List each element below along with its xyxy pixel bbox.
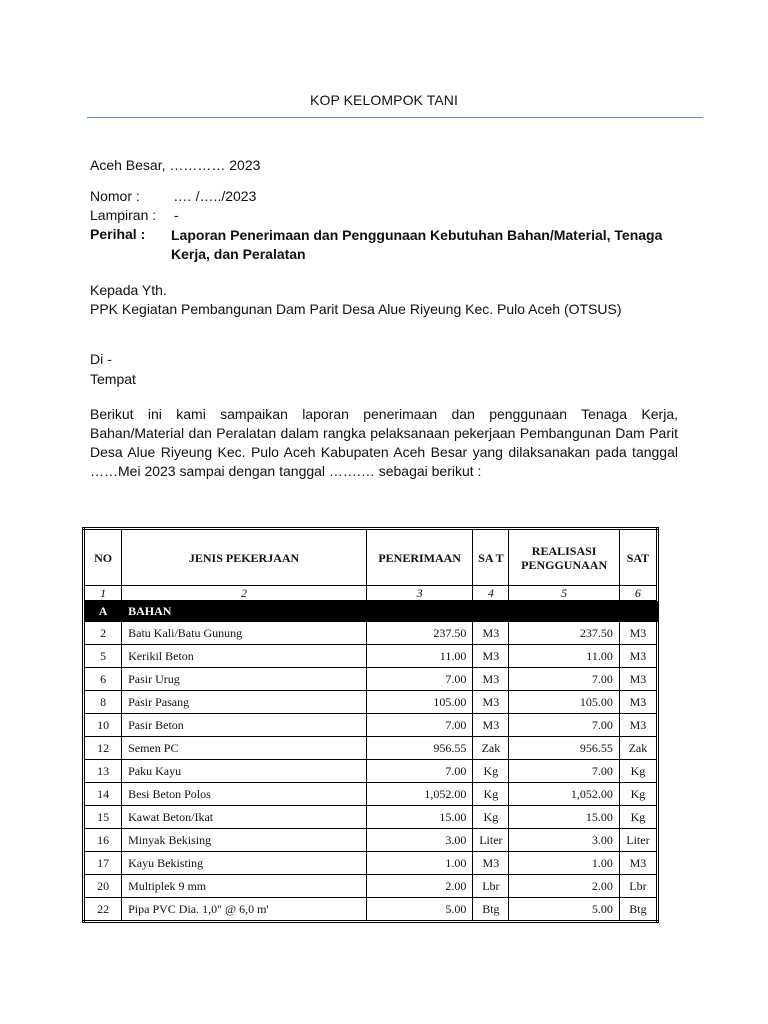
section-code: A [84,601,122,622]
row-realisasi: 1.00 [509,852,619,875]
nomor-value: .… /…../2023 [173,188,257,204]
table-row [84,783,658,806]
row-sat: Lbr [473,875,509,898]
header-sat-2: SAT [619,529,657,586]
row-realisasi: 7.00 [509,760,619,783]
row-sat-2: Btg [619,898,657,922]
row-jenis: Kayu Bekisting [122,852,367,875]
row-sat-2: M3 [619,668,657,691]
row-no: 22 [84,898,122,922]
row-realisasi: 15.00 [509,806,619,829]
tempat-label: Tempat [90,371,136,387]
row-sat-2: M3 [619,714,657,737]
lampiran-value: - [173,207,179,223]
letterhead-divider [87,117,703,118]
row-penerimaan: 956.55 [366,737,472,760]
di-label: Di - [90,351,112,367]
row-jenis: Paku Kayu [122,760,367,783]
row-sat-2: M3 [619,852,657,875]
row-realisasi: 3.00 [509,829,619,852]
row-realisasi: 7.00 [509,714,619,737]
row-realisasi: 5.00 [509,898,619,922]
header-jenis-pekerjaan: JENIS PEKERJAAN [122,529,367,586]
table-row [84,760,658,783]
row-sat-2: M3 [619,645,657,668]
row-sat: M3 [473,645,509,668]
index-cell: 1 [84,586,122,601]
row-penerimaan: 5.00 [366,898,472,922]
row-penerimaan: 3.00 [366,829,472,852]
row-no: 5 [84,645,122,668]
row-sat-2: Kg [619,760,657,783]
row-no: 8 [84,691,122,714]
table-row [84,898,658,922]
lampiran-label: Lampiran : [90,207,157,223]
row-no: 16 [84,829,122,852]
table-row [84,852,658,875]
index-cell: 3 [366,586,472,601]
row-sat-2: M3 [619,622,657,645]
row-sat-2: Liter [619,829,657,852]
table-row [84,645,658,668]
material-report-table [82,527,659,923]
row-no: 15 [84,806,122,829]
kepada-yth: Kepada Yth. [90,282,167,298]
body-paragraph: Berikut ini kami sampaikan laporan penerimaan dan penggunaan Tenaga Kerja, Bahan/Material dan Peralatan dalam rangka pelaksanaan pekerjaan Pembangunan Dam Parit Desa Alue Riyeung Kec. Pulo Aceh Kabupaten Aceh Besar yang dilaksanakan pada tanggal ……Mei 2023 sampai dengan tanggal …….… sebagai berikut : [90,406,678,479]
section-title: BAHAN [122,601,367,622]
row-sat-2: Kg [619,806,657,829]
row-no: 17 [84,852,122,875]
row-sat: M3 [473,691,509,714]
row-realisasi: 105.00 [509,691,619,714]
row-sat: M3 [473,714,509,737]
row-no: 6 [84,668,122,691]
row-realisasi: 1,052.00 [509,783,619,806]
row-realisasi: 11.00 [509,645,619,668]
table-row [84,714,658,737]
header-penerimaan: PENERIMAAN [366,529,472,586]
row-penerimaan: 7.00 [366,760,472,783]
row-realisasi: 2.00 [509,875,619,898]
table-row [84,829,658,852]
row-realisasi: 956.55 [509,737,619,760]
row-jenis: Kawat Beton/Ikat [122,806,367,829]
header-sat: SA T [473,529,509,586]
row-no: 10 [84,714,122,737]
perihal-value: Laporan Penerimaan dan Penggunaan Kebutuhan Bahan/Material, Tenaga Kerja, dan Peralatan [171,227,663,262]
row-jenis: Pipa PVC Dia. 1,0" @ 6,0 m' [122,898,367,922]
row-sat: M3 [473,668,509,691]
table-row [84,622,658,645]
index-cell: 5 [509,586,619,601]
row-sat: M3 [473,852,509,875]
row-jenis: Batu Kali/Batu Gunung [122,622,367,645]
lampiran-line [90,207,179,223]
column-index-row [84,586,658,601]
index-cell: 2 [122,586,367,601]
row-penerimaan: 15.00 [366,806,472,829]
section-row-bahan [84,601,658,622]
row-sat-2: Lbr [619,875,657,898]
row-sat: Liter [473,829,509,852]
perihal-label: Perihal : [90,226,146,242]
row-penerimaan: 11.00 [366,645,472,668]
row-sat: Kg [473,783,509,806]
row-penerimaan: 237.50 [366,622,472,645]
row-jenis: Pasir Pasang [122,691,367,714]
table-header-row [84,529,658,586]
table-row [84,737,658,760]
table-row [84,691,658,714]
row-no: 20 [84,875,122,898]
index-cell: 6 [619,586,657,601]
row-sat: M3 [473,622,509,645]
row-jenis: Minyak Bekising [122,829,367,852]
row-no: 2 [84,622,122,645]
row-jenis: Multiplek 9 mm [122,875,367,898]
row-sat-2: Kg [619,783,657,806]
row-penerimaan: 1,052.00 [366,783,472,806]
row-realisasi: 7.00 [509,668,619,691]
header-no: NO [84,529,122,586]
letterhead-title: KOP KELOMPOK TANI [310,92,458,108]
row-penerimaan: 7.00 [366,714,472,737]
row-sat-2: M3 [619,691,657,714]
row-no: 13 [84,760,122,783]
row-sat: Kg [473,806,509,829]
row-sat-2: Zak [619,737,657,760]
header-realisasi-penggunaan: REALISASI PENGGUNAAN [509,529,619,586]
row-no: 14 [84,783,122,806]
row-penerimaan: 2.00 [366,875,472,898]
place-date: Aceh Besar, ………… 2023 [90,157,261,173]
nomor-label: Nomor : [90,188,140,204]
nomor-line [90,188,256,204]
row-no: 12 [84,737,122,760]
row-jenis: Semen PC [122,737,367,760]
row-jenis: Besi Beton Polos [122,783,367,806]
table-row [84,668,658,691]
row-jenis: Kerikil Beton [122,645,367,668]
row-sat: Btg [473,898,509,922]
row-penerimaan: 7.00 [366,668,472,691]
table-row [84,875,658,898]
row-realisasi: 237.50 [509,622,619,645]
index-cell: 4 [473,586,509,601]
row-jenis: Pasir Urug [122,668,367,691]
row-penerimaan: 105.00 [366,691,472,714]
row-jenis: Pasir Beton [122,714,367,737]
table-row [84,806,658,829]
row-penerimaan: 1.00 [366,852,472,875]
row-sat: Kg [473,760,509,783]
recipient: PPK Kegiatan Pembangunan Dam Parit Desa Alue Riyeung Kec. Pulo Aceh (OTSUS) [90,301,622,317]
row-sat: Zak [473,737,509,760]
